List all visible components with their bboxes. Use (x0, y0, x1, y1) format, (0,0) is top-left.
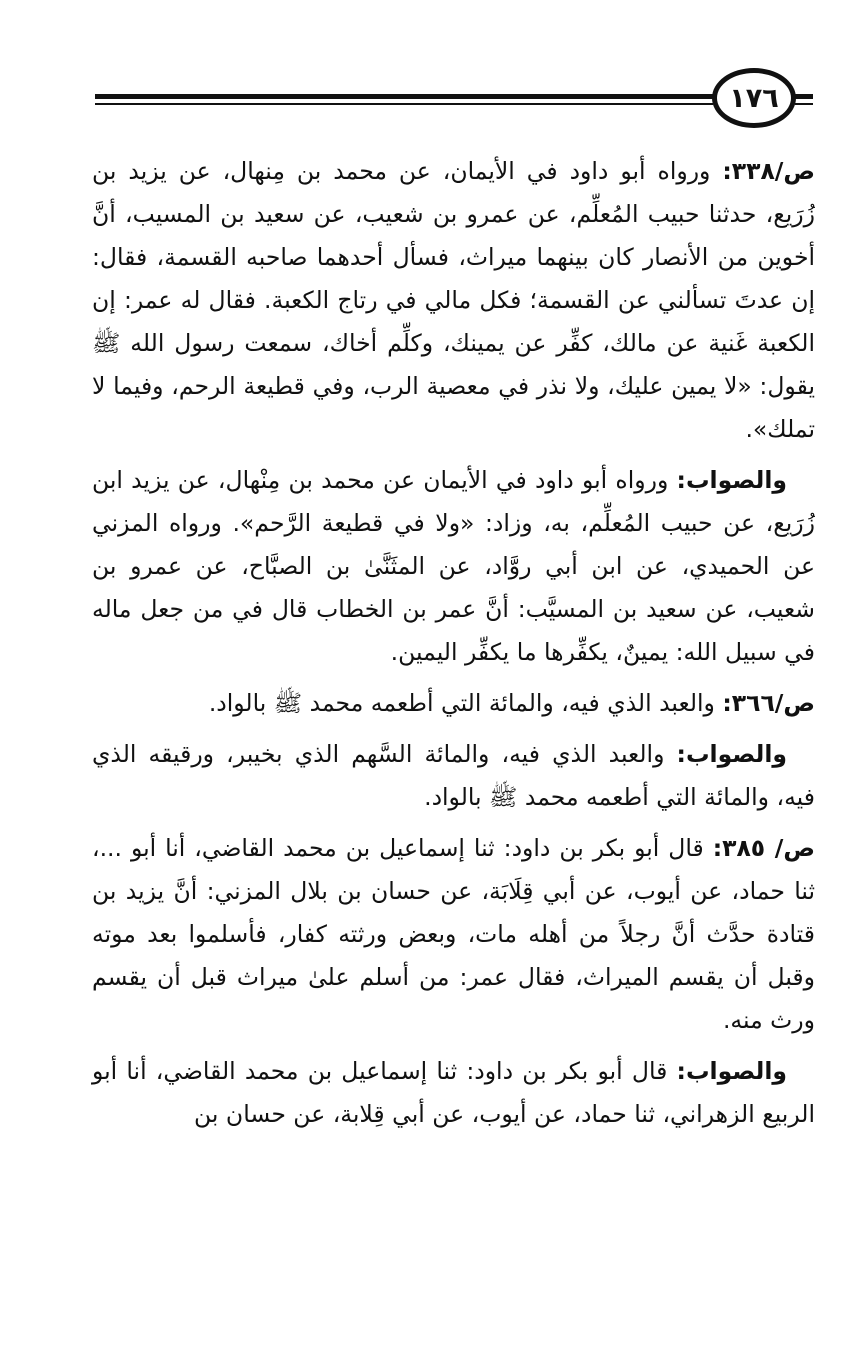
paragraph-p366 (92, 682, 815, 725)
paragraph-text: والعبد الذي فيه، والمائة التي أطعمه محمد ﷺ بالواد. (208, 689, 723, 717)
paragraph-p385 (92, 827, 815, 1042)
paragraph-text: والعبد الذي فيه، والمائة السَّهم الذي بخيبر، ورقيقه الذي فيه، والمائة التي أطعمه محمد ﷺ بالواد. (92, 740, 815, 811)
paragraph-lead: والصواب: (676, 1057, 787, 1085)
paragraph-lead: والصواب: (676, 740, 787, 768)
header-rule-thin (95, 103, 713, 105)
paragraph-text: ورواه أبو داود في الأيمان عن محمد بن مِنْهال، عن يزيد ابن زُرَيع، عن حبيب المُعلِّم، به، وزاد: «ولا في قطيعة الرَّحم». ورواه المزني عن الحميدي، عن ابن أبي روَّاد، عن المثَنَّىٰ بن الصبَّاح، عن عمرو بن شعيب، عن سعيد بن المسيَّب: أنَّ عمر بن الخطاب قال في من جعل ماله في سبيل الله: يمينٌ، يكفِّرها ما يكفِّر اليمين. (92, 466, 815, 666)
paragraph-lead: والصواب: (676, 466, 787, 494)
paragraph-text: قال أبو بكر بن داود: ثنا إسماعيل بن محمد القاضي، أنا أبو ...، ثنا حماد، عن أيوب، عن أبي قِلَابَة، عن حسان بن بلال المزني: أنَّ يزيد بن قتادة حدَّث أنَّ رجلاً من أهله مات، وبعض ورثته كفار، فأسلموا بعد موته وقبل أن يقسم الميراث، فقال عمر: من أسلم علىٰ ميراث قبل أن يقسم ورث منه. (92, 834, 815, 1034)
page-number: ١٧٦ (712, 68, 796, 128)
paragraph-correction-p338 (92, 459, 815, 674)
header-rule-right-thin (795, 103, 813, 105)
paragraph-text: ورواه أبو داود في الأيمان، عن محمد بن مِنهال، عن يزيد بن زُرَيع، حدثنا حبيب المُعلِّم، عن عمرو بن شعيب، عن سعيد بن المسيب، أنَّ أخوين من الأنصار كان بينهما ميراث، فسأل أحدهما صاحبه القسمة، فقال: إن عدتَ تسألني عن القسمة؛ فكل مالي في رتاج الكعبة. فقال له عمر: إن الكعبة غَنية عن مالك، كفِّر عن يمينك، وكلِّم أخاك، سمعت رسول الله ﷺ يقول: «لا يمين عليك، ولا نذر في معصية الرب، وفي قطيعة الرحم، وفيما لا تملك». (92, 157, 815, 443)
page-body (92, 150, 815, 1144)
paragraph-lead: ص/ ٣٨٥: (712, 834, 815, 862)
page-header (95, 66, 815, 126)
paragraph-lead: ص/٣٣٨: (722, 157, 815, 185)
paragraph-correction-p385 (92, 1050, 815, 1136)
header-rule-right-thick (795, 94, 813, 99)
header-rule-thick (95, 94, 713, 99)
paragraph-correction-p366 (92, 733, 815, 819)
paragraph-text: قال أبو بكر بن داود: ثنا إسماعيل بن محمد القاضي، أنا أبو الربيع الزهراني، ثنا حماد، عن أيوب، عن أبي قِلابة، عن حسان بن (92, 1057, 815, 1128)
paragraph-lead: ص/٣٦٦: (722, 689, 815, 717)
paragraph-p338 (92, 150, 815, 451)
